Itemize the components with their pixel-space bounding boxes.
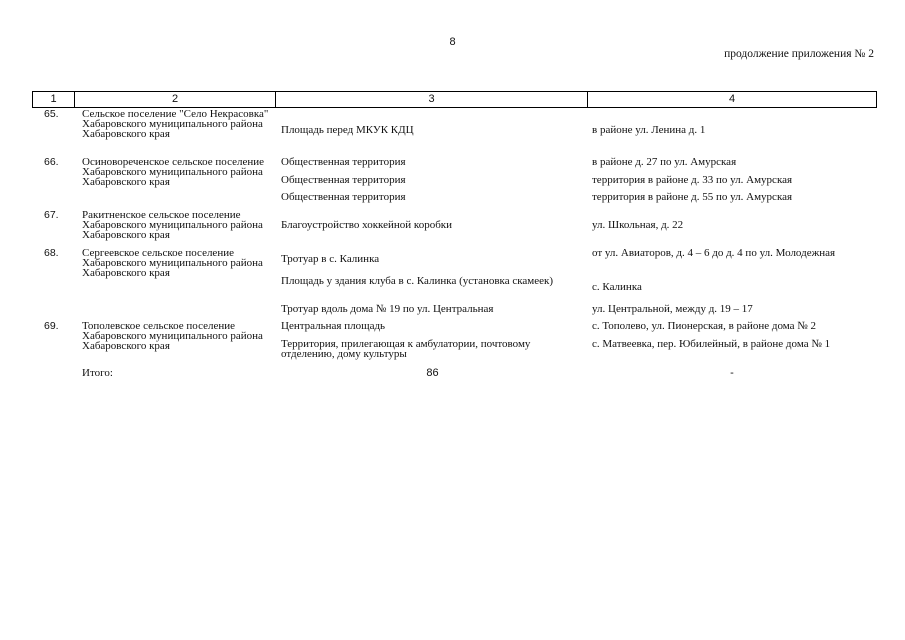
row-number: 68. bbox=[44, 247, 59, 259]
territory-location: территория в районе д. 55 по ул. Амурская bbox=[592, 191, 793, 203]
territory-name: Тротуар вдоль дома № 19 по ул. Центральная bbox=[281, 303, 494, 315]
territory-name: Тротуар в с. Калинка bbox=[281, 253, 380, 265]
territory-name: Площадь у здания клуба в с. Калинка (установка скамеек) bbox=[281, 275, 554, 287]
column-2-header: 2 bbox=[75, 92, 276, 107]
settlement-name: Тополевское сельское поселение Хабаровского муниципального района Хабаровского края bbox=[82, 320, 263, 352]
settlement-name: Осиновореченское сельское поселение Хабаровского муниципального района Хабаровского края bbox=[82, 156, 264, 188]
total-count: 86 bbox=[426, 367, 439, 379]
territory-name: Центральная площадь bbox=[281, 320, 386, 332]
territory-location: с. Матвеевка, пер. Юбилейный, в районе дома № 1 bbox=[592, 338, 831, 350]
row-number: 67. bbox=[44, 209, 59, 221]
column-1-header: 1 bbox=[33, 92, 75, 107]
territory-location: в районе ул. Ленина д. 1 bbox=[592, 124, 706, 136]
territory-location: в районе д. 27 по ул. Амурская bbox=[592, 156, 737, 168]
row-number: 65. bbox=[44, 108, 59, 120]
settlement-name: Ракитненское сельское поселение Хабаровского муниципального района Хабаровского края bbox=[82, 209, 263, 241]
settlement-name: Сергеевское сельское поселение Хабаровского муниципального района Хабаровского края bbox=[82, 247, 263, 279]
territory-location: ул. Центральной, между д. 19 – 17 bbox=[592, 303, 753, 315]
territory-name: Общественная территория bbox=[281, 156, 406, 168]
column-3-header: 3 bbox=[276, 92, 588, 107]
settlement-name: Сельское поселение "Село Некрасовка" Хабаровского муниципального района Хабаровского края bbox=[82, 108, 269, 140]
page-number: 8 bbox=[449, 36, 456, 48]
territory-location: с. Калинка bbox=[592, 281, 642, 293]
row-number: 69. bbox=[44, 320, 59, 332]
territory-name: Общественная территория bbox=[281, 174, 406, 186]
territory-name: Площадь перед МКУК КДЦ bbox=[281, 124, 414, 136]
territory-location: от ул. Авиаторов, д. 4 – 6 до д. 4 по ул. Молодежная bbox=[592, 247, 836, 259]
territory-name: Общественная территория bbox=[281, 191, 406, 203]
territory-name: Благоустройство хоккейной коробки bbox=[281, 219, 453, 231]
territory-name: Территория, прилегающая к амбулатории, почтовому отделению, дому культуры bbox=[281, 338, 531, 360]
appendix-continuation: продолжение приложения № 2 bbox=[724, 48, 874, 60]
total-dash: - bbox=[730, 367, 734, 379]
territory-location: территория в районе д. 33 по ул. Амурская bbox=[592, 174, 793, 186]
row-number: 66. bbox=[44, 156, 59, 168]
table-column-header bbox=[32, 91, 877, 108]
total-label: Итого: bbox=[82, 367, 113, 379]
territory-location: с. Тополево, ул. Пионерская, в районе дома № 2 bbox=[592, 320, 816, 332]
column-4-header: 4 bbox=[728, 93, 736, 105]
territory-location: ул. Школьная, д. 22 bbox=[592, 219, 684, 231]
